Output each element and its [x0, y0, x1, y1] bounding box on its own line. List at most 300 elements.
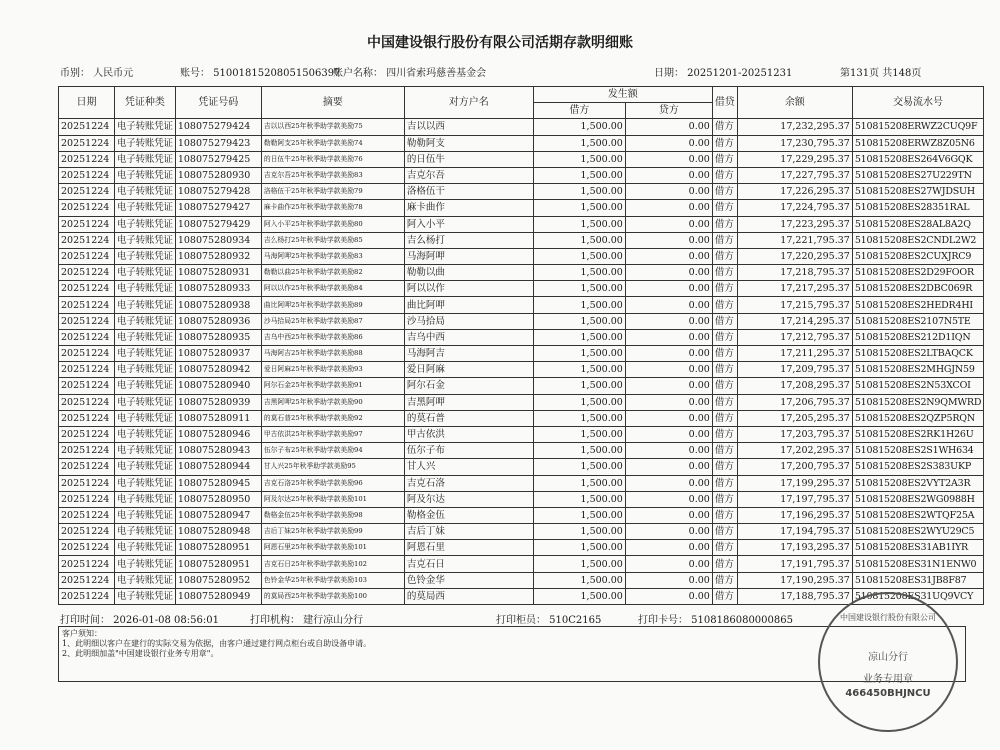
- table-row: [59, 572, 984, 588]
- row-credit: 0.00: [625, 216, 712, 232]
- row-counterparty: 的莫石普: [404, 410, 533, 426]
- row-dc: 借方: [712, 216, 737, 232]
- row-summary: 吉乌中西25年秋季助学款美励86: [261, 329, 404, 345]
- row-date: 20251224: [59, 167, 115, 183]
- row-voucher-no: 108075280943: [175, 443, 261, 459]
- row-voucher-type: 电子转账凭证: [115, 394, 176, 410]
- row-counterparty: 阿恩石里: [404, 540, 533, 556]
- col-balance: 余额: [737, 87, 852, 119]
- row-credit: 0.00: [625, 362, 712, 378]
- row-counterparty: 吉克石洛: [404, 475, 533, 491]
- row-debit: 1,500.00: [533, 443, 625, 459]
- row-date: 20251224: [59, 556, 115, 572]
- bank-seal: [818, 592, 958, 732]
- table-row: [59, 459, 984, 475]
- row-balance: 17,188,795.37: [737, 588, 852, 604]
- row-date: 20251224: [59, 475, 115, 491]
- row-date: 20251224: [59, 507, 115, 523]
- row-date: 20251224: [59, 135, 115, 151]
- row-txn-no: 510815208ES27WJDSUH: [852, 184, 984, 200]
- row-txn-no: 510815208ES2CNDL2W2: [852, 232, 984, 248]
- row-balance: 17,226,295.37: [737, 184, 852, 200]
- row-counterparty: 吉以以西: [404, 119, 533, 135]
- row-voucher-type: 电子转账凭证: [115, 588, 176, 604]
- table-row: [59, 135, 984, 151]
- row-debit: 1,500.00: [533, 151, 625, 167]
- row-summary: 色铃金华25年秋季助学款美励103: [261, 572, 404, 588]
- row-debit: 1,500.00: [533, 426, 625, 442]
- row-dc: 借方: [712, 475, 737, 491]
- row-counterparty: 吉克尔吾: [404, 167, 533, 183]
- row-summary: 阿及尔达25年秋季助学款美励101: [261, 491, 404, 507]
- row-voucher-no: 108075279423: [175, 135, 261, 151]
- col-date: 日期: [59, 87, 115, 119]
- col-amount-group: 发生额: [533, 87, 712, 103]
- row-txn-no: 510815208ES2N9QMWRD: [852, 394, 984, 410]
- row-date: 20251224: [59, 329, 115, 345]
- row-voucher-no: 108075279428: [175, 184, 261, 200]
- table-row: [59, 232, 984, 248]
- row-summary: 的日伍牛25年秋季助学款美励76: [261, 151, 404, 167]
- row-txn-no: 510815208ES2WTQF25A: [852, 507, 984, 523]
- row-balance: 17,218,795.37: [737, 265, 852, 281]
- row-credit: 0.00: [625, 297, 712, 313]
- row-txn-no: 510815208ES2QZP5RQN: [852, 410, 984, 426]
- row-counterparty: 色铃金华: [404, 572, 533, 588]
- row-voucher-type: 电子转账凭证: [115, 135, 176, 151]
- table-row: [59, 119, 984, 135]
- row-counterparty: 爱日阿麻: [404, 362, 533, 378]
- row-counterparty: 阿入小平: [404, 216, 533, 232]
- row-txn-no: 510815208ES31UQ9VCY: [852, 588, 984, 604]
- row-balance: 17,229,295.37: [737, 151, 852, 167]
- row-summary: 阿恩石里25年秋季助学款美励101: [261, 540, 404, 556]
- row-dc: 借方: [712, 200, 737, 216]
- row-credit: 0.00: [625, 540, 712, 556]
- notes-line-1: 1、此明细以客户在建行的实际交易为依据，由客户通过建行网点柜台或自助设备申请。: [62, 639, 372, 648]
- row-date: 20251224: [59, 297, 115, 313]
- row-credit: 0.00: [625, 232, 712, 248]
- row-counterparty: 勒格金伍: [404, 507, 533, 523]
- row-dc: 借方: [712, 572, 737, 588]
- row-balance: 17,227,795.37: [737, 167, 852, 183]
- row-credit: 0.00: [625, 265, 712, 281]
- row-credit: 0.00: [625, 167, 712, 183]
- row-summary: 阿以以作25年秋季助学款美励84: [261, 281, 404, 297]
- row-voucher-type: 电子转账凭证: [115, 265, 176, 281]
- row-counterparty: 吉黑阿呷: [404, 394, 533, 410]
- row-balance: 17,211,295.37: [737, 346, 852, 362]
- row-summary: 爱日阿麻25年秋季助学款美励93: [261, 362, 404, 378]
- row-counterparty: 曲比阿呷: [404, 297, 533, 313]
- row-voucher-type: 电子转账凭证: [115, 475, 176, 491]
- row-voucher-no: 108075279427: [175, 200, 261, 216]
- row-summary: 勒勒阿支25年秋季助学款美励74: [261, 135, 404, 151]
- row-voucher-no: 108075280930: [175, 167, 261, 183]
- row-summary: 的莫石普25年秋季助学款美励92: [261, 410, 404, 426]
- row-date: 20251224: [59, 588, 115, 604]
- row-balance: 17,205,295.37: [737, 410, 852, 426]
- row-balance: 17,223,295.37: [737, 216, 852, 232]
- row-dc: 借方: [712, 556, 737, 572]
- table-row: [59, 556, 984, 572]
- row-debit: 1,500.00: [533, 216, 625, 232]
- row-summary: 勒格金伍25年秋季助学款美励98: [261, 507, 404, 523]
- row-summary: 曲比阿呷25年秋季助学款美励89: [261, 297, 404, 313]
- row-debit: 1,500.00: [533, 507, 625, 523]
- table-row: [59, 540, 984, 556]
- row-txn-no: 510815208ES27U229TN: [852, 167, 984, 183]
- row-voucher-type: 电子转账凭证: [115, 540, 176, 556]
- table-row: [59, 426, 984, 442]
- row-summary: 洛格伍干25年秋季助学款美励79: [261, 184, 404, 200]
- table-row: [59, 410, 984, 426]
- row-voucher-type: 电子转账凭证: [115, 216, 176, 232]
- col-voucher-type: 凭证种类: [115, 87, 176, 119]
- table-row: [59, 362, 984, 378]
- account-number: 账号： 51001815208051506397: [180, 68, 341, 79]
- table-row: [59, 346, 984, 362]
- row-balance: 17,230,795.37: [737, 135, 852, 151]
- table-row: [59, 151, 984, 167]
- row-balance: 17,208,295.37: [737, 378, 852, 394]
- row-dc: 借方: [712, 281, 737, 297]
- row-credit: 0.00: [625, 200, 712, 216]
- row-date: 20251224: [59, 248, 115, 264]
- row-counterparty: 洛格伍干: [404, 184, 533, 200]
- row-date: 20251224: [59, 119, 115, 135]
- row-date: 20251224: [59, 524, 115, 540]
- table-row: [59, 216, 984, 232]
- row-summary: 马海阿吉25年秋季助学款美励88: [261, 346, 404, 362]
- row-credit: 0.00: [625, 329, 712, 345]
- row-voucher-no: 108075280944: [175, 459, 261, 475]
- row-txn-no: 510815208ES2RK1H26U: [852, 426, 984, 442]
- row-debit: 1,500.00: [533, 459, 625, 475]
- table-row: [59, 524, 984, 540]
- row-counterparty: 的日伍牛: [404, 151, 533, 167]
- row-voucher-no: 108075280932: [175, 248, 261, 264]
- row-balance: 17,221,795.37: [737, 232, 852, 248]
- row-voucher-type: 电子转账凭证: [115, 378, 176, 394]
- row-voucher-no: 108075280945: [175, 475, 261, 491]
- row-voucher-type: 电子转账凭证: [115, 410, 176, 426]
- row-dc: 借方: [712, 362, 737, 378]
- row-dc: 借方: [712, 378, 737, 394]
- row-debit: 1,500.00: [533, 378, 625, 394]
- row-credit: 0.00: [625, 184, 712, 200]
- row-date: 20251224: [59, 216, 115, 232]
- row-dc: 借方: [712, 151, 737, 167]
- row-debit: 1,500.00: [533, 588, 625, 604]
- row-voucher-no: 108075279429: [175, 216, 261, 232]
- row-dc: 借方: [712, 540, 737, 556]
- row-voucher-type: 电子转账凭证: [115, 281, 176, 297]
- table-row: [59, 588, 984, 604]
- row-date: 20251224: [59, 151, 115, 167]
- col-debit: 借方: [533, 103, 625, 119]
- row-credit: 0.00: [625, 119, 712, 135]
- row-dc: 借方: [712, 232, 737, 248]
- row-voucher-no: 108075280934: [175, 232, 261, 248]
- col-credit: 贷方: [625, 103, 712, 119]
- row-counterparty: 勒勒阿支: [404, 135, 533, 151]
- row-dc: 借方: [712, 507, 737, 523]
- row-txn-no: 510815208ES31JB8F87: [852, 572, 984, 588]
- print-card: 打印卡号： 5108186080000865: [638, 615, 793, 626]
- table-row: [59, 475, 984, 491]
- row-balance: 17,194,795.37: [737, 524, 852, 540]
- row-balance: 17,203,795.37: [737, 426, 852, 442]
- table-row: [59, 281, 984, 297]
- row-voucher-no: 108075280952: [175, 572, 261, 588]
- row-voucher-type: 电子转账凭证: [115, 184, 176, 200]
- row-counterparty: 阿及尔达: [404, 491, 533, 507]
- row-counterparty: 勒勒以曲: [404, 265, 533, 281]
- row-dc: 借方: [712, 443, 737, 459]
- row-voucher-type: 电子转账凭证: [115, 572, 176, 588]
- col-txn-no: 交易流水号: [852, 87, 984, 119]
- row-counterparty: 马海阿呷: [404, 248, 533, 264]
- print-org: 打印机构： 建行凉山分行: [250, 615, 364, 626]
- row-debit: 1,500.00: [533, 540, 625, 556]
- row-voucher-type: 电子转账凭证: [115, 507, 176, 523]
- row-credit: 0.00: [625, 378, 712, 394]
- row-date: 20251224: [59, 491, 115, 507]
- row-dc: 借方: [712, 588, 737, 604]
- statement-rows: [59, 119, 984, 605]
- row-credit: 0.00: [625, 394, 712, 410]
- row-voucher-type: 电子转账凭证: [115, 167, 176, 183]
- row-dc: 借方: [712, 491, 737, 507]
- row-txn-no: 510815208ES28AL8A2Q: [852, 216, 984, 232]
- row-dc: 借方: [712, 329, 737, 345]
- row-dc: 借方: [712, 459, 737, 475]
- row-voucher-no: 108075280946: [175, 426, 261, 442]
- row-balance: 17,212,795.37: [737, 329, 852, 345]
- row-debit: 1,500.00: [533, 556, 625, 572]
- row-dc: 借方: [712, 119, 737, 135]
- row-voucher-type: 电子转账凭证: [115, 119, 176, 135]
- row-voucher-type: 电子转账凭证: [115, 459, 176, 475]
- row-balance: 17,215,795.37: [737, 297, 852, 313]
- seal-code: 466450BHJNCU: [845, 688, 931, 699]
- row-txn-no: 510815208ES2S383UKP: [852, 459, 984, 475]
- row-voucher-no: 108075280948: [175, 524, 261, 540]
- row-credit: 0.00: [625, 281, 712, 297]
- col-summary: 摘要: [261, 87, 404, 119]
- row-debit: 1,500.00: [533, 200, 625, 216]
- row-dc: 借方: [712, 135, 737, 151]
- row-debit: 1,500.00: [533, 313, 625, 329]
- row-summary: 甲古依洪25年秋季助学款美励97: [261, 426, 404, 442]
- row-txn-no: 510815208ERWZ2CUQ9F: [852, 119, 984, 135]
- row-date: 20251224: [59, 265, 115, 281]
- row-balance: 17,209,795.37: [737, 362, 852, 378]
- row-credit: 0.00: [625, 346, 712, 362]
- row-voucher-type: 电子转账凭证: [115, 426, 176, 442]
- table-row: [59, 329, 984, 345]
- row-voucher-no: 108075280949: [175, 588, 261, 604]
- row-voucher-no: 108075280937: [175, 346, 261, 362]
- row-date: 20251224: [59, 378, 115, 394]
- row-txn-no: 510815208ES2D29FOOR: [852, 265, 984, 281]
- row-debit: 1,500.00: [533, 281, 625, 297]
- row-summary: 吉克石日25年秋季助学款美励102: [261, 556, 404, 572]
- row-voucher-no: 108075280935: [175, 329, 261, 345]
- row-txn-no: 510815208ES2DBC069R: [852, 281, 984, 297]
- row-debit: 1,500.00: [533, 119, 625, 135]
- row-debit: 1,500.00: [533, 167, 625, 183]
- row-summary: 吉克石洛25年秋季助学款美励96: [261, 475, 404, 491]
- document-title: 中国建设银行股份有限公司活期存款明细账: [367, 35, 633, 51]
- row-dc: 借方: [712, 524, 737, 540]
- row-credit: 0.00: [625, 443, 712, 459]
- row-credit: 0.00: [625, 410, 712, 426]
- row-date: 20251224: [59, 459, 115, 475]
- row-credit: 0.00: [625, 524, 712, 540]
- row-dc: 借方: [712, 167, 737, 183]
- row-dc: 借方: [712, 394, 737, 410]
- row-debit: 1,500.00: [533, 265, 625, 281]
- row-txn-no: 510815208ES2WG0988H: [852, 491, 984, 507]
- notes-heading: 客户须知：: [62, 629, 102, 638]
- row-counterparty: 阿以以作: [404, 281, 533, 297]
- row-voucher-type: 电子转账凭证: [115, 232, 176, 248]
- row-txn-no: 510815208ES2CUXJRC9: [852, 248, 984, 264]
- row-summary: 吉黑阿呷25年秋季助学款美励90: [261, 394, 404, 410]
- row-dc: 借方: [712, 346, 737, 362]
- row-txn-no: 510815208ES212D1IQN: [852, 329, 984, 345]
- row-date: 20251224: [59, 426, 115, 442]
- row-voucher-type: 电子转账凭证: [115, 443, 176, 459]
- row-dc: 借方: [712, 297, 737, 313]
- seal-ring-text: 中国建设银行股份有限公司: [840, 613, 936, 622]
- row-counterparty: 伍尔子布: [404, 443, 533, 459]
- row-voucher-no: 108075279424: [175, 119, 261, 135]
- row-date: 20251224: [59, 232, 115, 248]
- row-voucher-type: 电子转账凭证: [115, 491, 176, 507]
- row-credit: 0.00: [625, 313, 712, 329]
- row-summary: 伍尔子布25年秋季助学款美励94: [261, 443, 404, 459]
- row-date: 20251224: [59, 313, 115, 329]
- row-summary: 吉后丁妹25年秋季助学款美励99: [261, 524, 404, 540]
- table-row: [59, 167, 984, 183]
- col-counterparty: 对方户名: [404, 87, 533, 119]
- row-date: 20251224: [59, 362, 115, 378]
- row-credit: 0.00: [625, 151, 712, 167]
- row-summary: 马海阿呷25年秋季助学款美励83: [261, 248, 404, 264]
- currency-label: 币别： 人民币元: [60, 68, 134, 79]
- row-counterparty: 吉后丁妹: [404, 524, 533, 540]
- row-voucher-no: 108075280933: [175, 281, 261, 297]
- row-summary: 甘人兴25年秋季助学款美励95: [261, 459, 404, 475]
- row-credit: 0.00: [625, 491, 712, 507]
- table-row: [59, 265, 984, 281]
- row-voucher-type: 电子转账凭证: [115, 313, 176, 329]
- table-row: [59, 297, 984, 313]
- row-credit: 0.00: [625, 475, 712, 491]
- row-voucher-no: 108075280938: [175, 297, 261, 313]
- page-indicator: 第131页 共148页: [840, 68, 922, 79]
- row-balance: 17,196,295.37: [737, 507, 852, 523]
- row-txn-no: 510815208ES28351RAL: [852, 200, 984, 216]
- row-counterparty: 甲古依洪: [404, 426, 533, 442]
- row-dc: 借方: [712, 184, 737, 200]
- row-date: 20251224: [59, 281, 115, 297]
- row-voucher-type: 电子转账凭证: [115, 556, 176, 572]
- print-counter: 打印柜员： 510C2165: [496, 615, 602, 626]
- row-date: 20251224: [59, 346, 115, 362]
- row-txn-no: 510815208ES31N1ENW0: [852, 556, 984, 572]
- row-debit: 1,500.00: [533, 329, 625, 345]
- row-summary: 阿入小平25年秋季助学款美励80: [261, 216, 404, 232]
- row-voucher-no: 108075280951: [175, 540, 261, 556]
- row-txn-no: 510815208ES2107N5TE: [852, 313, 984, 329]
- row-voucher-type: 电子转账凭证: [115, 329, 176, 345]
- row-counterparty: 马海阿吉: [404, 346, 533, 362]
- row-credit: 0.00: [625, 426, 712, 442]
- row-counterparty: 吉克石日: [404, 556, 533, 572]
- row-debit: 1,500.00: [533, 394, 625, 410]
- row-debit: 1,500.00: [533, 346, 625, 362]
- row-balance: 17,197,795.37: [737, 491, 852, 507]
- row-credit: 0.00: [625, 556, 712, 572]
- row-voucher-type: 电子转账凭证: [115, 297, 176, 313]
- row-date: 20251224: [59, 200, 115, 216]
- row-dc: 借方: [712, 313, 737, 329]
- row-voucher-no: 108075280911: [175, 410, 261, 426]
- row-summary: 吉克尔吾25年秋季助学款美励83: [261, 167, 404, 183]
- row-summary: 勒勒以曲25年秋季助学款美励82: [261, 265, 404, 281]
- notes-line-2: 2、此明细加盖"中国建设银行业务专用章"。: [62, 649, 219, 658]
- row-summary: 阿尔石金25年秋季助学款美励91: [261, 378, 404, 394]
- table-row: [59, 184, 984, 200]
- row-voucher-no: 108075279425: [175, 151, 261, 167]
- account-name: 账户名称： 四川省索玛慈善基金会: [333, 68, 487, 79]
- row-voucher-type: 电子转账凭证: [115, 200, 176, 216]
- col-dc: 借贷: [712, 87, 737, 119]
- row-counterparty: 沙马拾局: [404, 313, 533, 329]
- row-summary: 麻卡曲作25年秋季助学款美励78: [261, 200, 404, 216]
- row-balance: 17,224,795.37: [737, 200, 852, 216]
- row-voucher-no: 108075280951: [175, 556, 261, 572]
- table-row: [59, 378, 984, 394]
- row-debit: 1,500.00: [533, 248, 625, 264]
- row-balance: 17,193,295.37: [737, 540, 852, 556]
- row-balance: 17,232,295.37: [737, 119, 852, 135]
- table-row: [59, 200, 984, 216]
- row-txn-no: 510815208ES2S1WH634: [852, 443, 984, 459]
- row-credit: 0.00: [625, 572, 712, 588]
- row-counterparty: 吉乌中西: [404, 329, 533, 345]
- row-balance: 17,199,295.37: [737, 475, 852, 491]
- row-txn-no: 510815208ES2N53XCOI: [852, 378, 984, 394]
- row-date: 20251224: [59, 540, 115, 556]
- row-debit: 1,500.00: [533, 135, 625, 151]
- row-txn-no: 510815208ES2VYT2A3R: [852, 475, 984, 491]
- row-balance: 17,217,295.37: [737, 281, 852, 297]
- row-voucher-no: 108075280939: [175, 394, 261, 410]
- row-voucher-type: 电子转账凭证: [115, 362, 176, 378]
- row-debit: 1,500.00: [533, 297, 625, 313]
- row-txn-no: 510815208ES31AB1IYR: [852, 540, 984, 556]
- row-debit: 1,500.00: [533, 362, 625, 378]
- row-voucher-no: 108075280942: [175, 362, 261, 378]
- row-voucher-no: 108075280950: [175, 491, 261, 507]
- row-voucher-type: 电子转账凭证: [115, 524, 176, 540]
- row-txn-no: 510815208ES2MHGJN59: [852, 362, 984, 378]
